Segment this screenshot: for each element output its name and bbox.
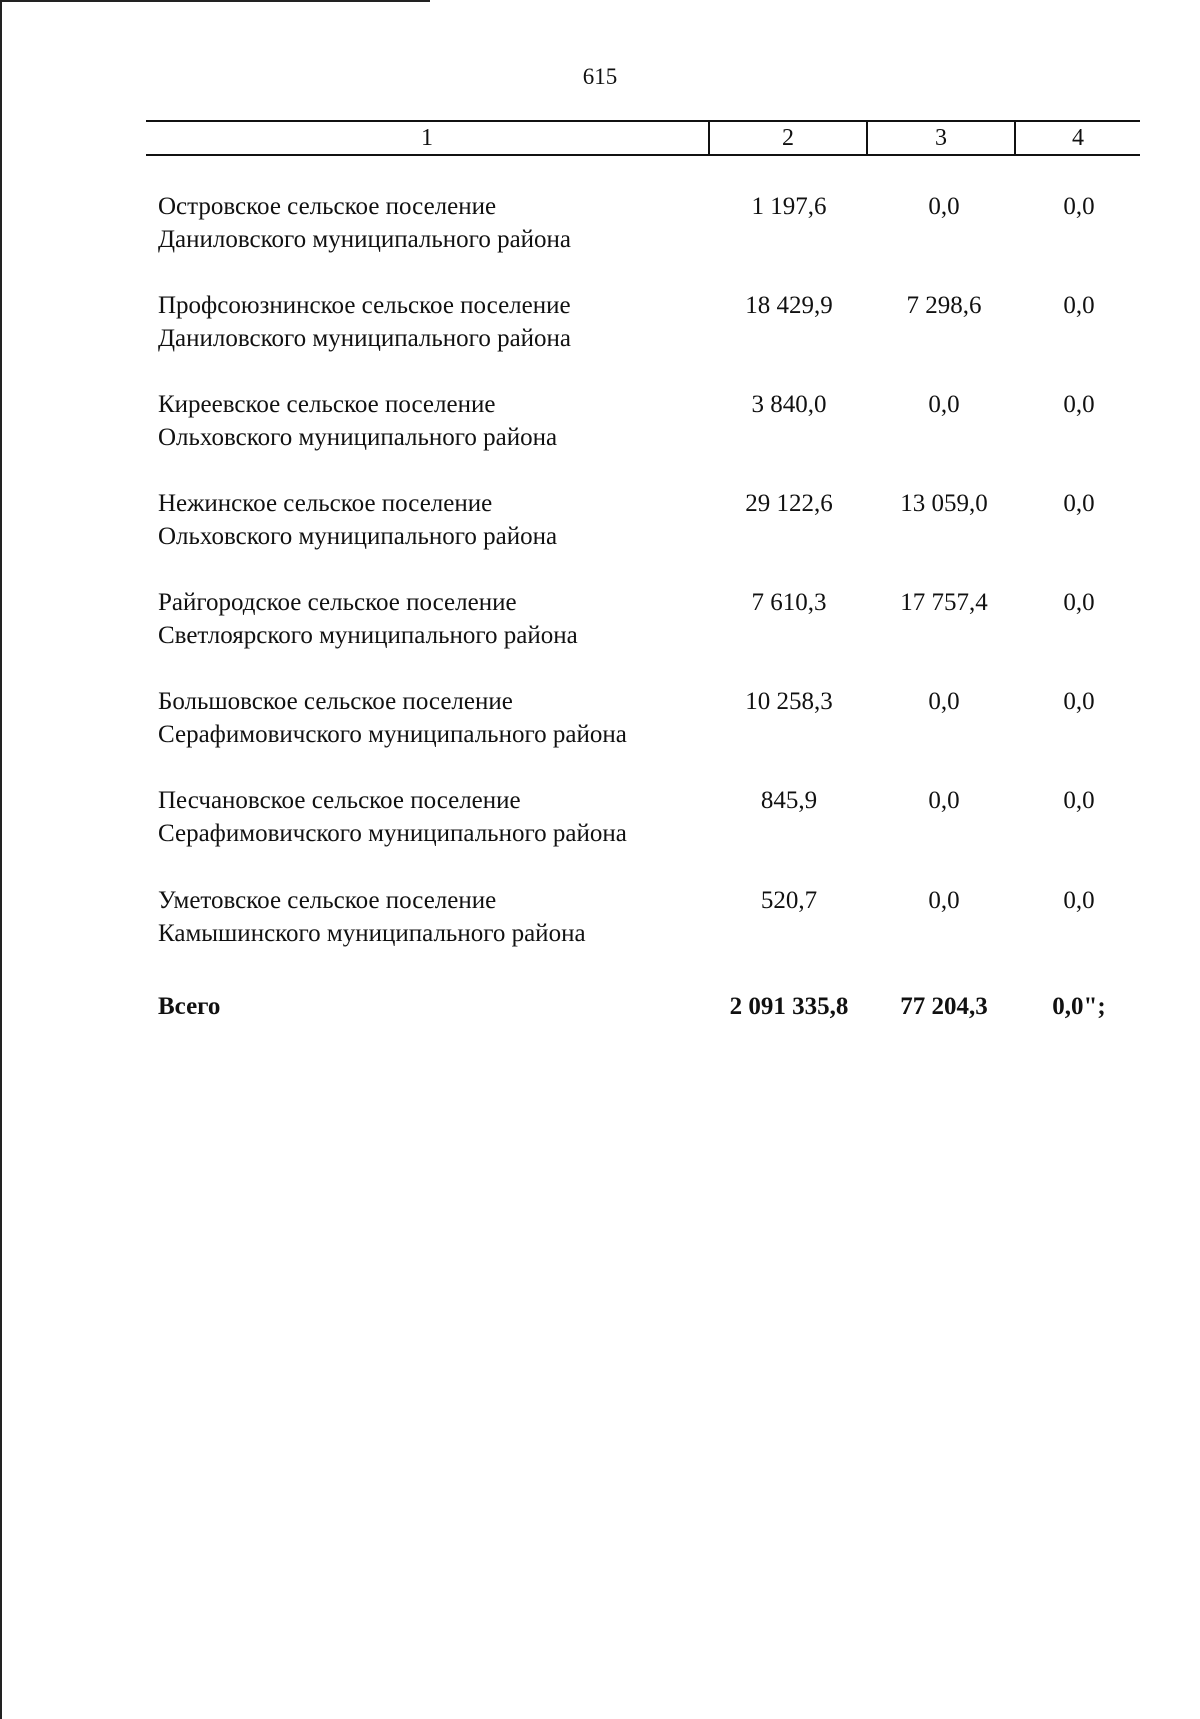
value-col-4: 0,0 [1063, 589, 1095, 616]
value-col-2: 1 197,6 [751, 193, 827, 220]
settlement-name-line-1: Островское сельское поселение [158, 193, 497, 220]
scan-edge-top [0, 0, 430, 2]
settlement-name [158, 487, 718, 553]
table-header [146, 120, 1140, 156]
value-col-3: 0,0 [928, 887, 960, 914]
value-col-3: 0,0 [928, 787, 960, 814]
total-col-3: 77 204,3 [900, 993, 988, 1020]
settlement-name-line-1: Песчановское сельское поселение [158, 787, 521, 814]
settlement-name [158, 784, 718, 850]
settlement-name-line-1: Уметовское сельское поселение [158, 887, 497, 914]
total-label [158, 990, 718, 1023]
column-header-2: 2 [708, 122, 866, 156]
settlement-name [158, 685, 718, 751]
value-col-2: 520,7 [760, 887, 818, 914]
settlement-name-line-2: Даниловского муниципального района [158, 325, 572, 352]
settlement-name-line-2: Ольховского муниципального района [158, 424, 558, 451]
settlement-name-line-1: Большовское сельское поселение [158, 688, 513, 715]
settlement-name [158, 586, 718, 652]
settlement-name-line-2: Серафимовичского муниципального района [158, 820, 627, 847]
table-row [0, 388, 1200, 468]
page-number: 615 [582, 64, 618, 89]
value-col-3: 0,0 [928, 193, 960, 220]
column-header-4: 4 [1014, 122, 1140, 156]
table-row [0, 884, 1200, 964]
value-col-3: 7 298,6 [906, 292, 982, 319]
table-row [0, 487, 1200, 567]
table-row [0, 784, 1200, 864]
settlement-name [158, 884, 718, 950]
settlement-name-line-2: Даниловского муниципального района [158, 226, 572, 253]
value-col-2: 18 429,9 [745, 292, 833, 319]
value-col-4: 0,0 [1063, 688, 1095, 715]
settlement-name-line-1: Нежинское сельское поселение [158, 490, 493, 517]
total-label-text: Всего [158, 993, 221, 1020]
total-row [0, 990, 1200, 1070]
value-col-4: 0,0 [1063, 391, 1095, 418]
total-col-4: 0,0"; [1052, 993, 1106, 1020]
table-row [0, 586, 1200, 666]
value-col-4: 0,0 [1063, 787, 1095, 814]
value-col-2: 29 122,6 [745, 490, 833, 517]
column-header-3: 3 [866, 122, 1014, 156]
settlement-name-line-1: Киреевское сельское поселение [158, 391, 496, 418]
settlement-name-line-2: Ольховского муниципального района [158, 523, 558, 550]
value-col-4: 0,0 [1063, 490, 1095, 517]
value-col-2: 7 610,3 [751, 589, 827, 616]
value-col-2: 10 258,3 [745, 688, 833, 715]
value-col-4: 0,0 [1063, 887, 1095, 914]
settlement-name-line-2: Светлоярского муниципального района [158, 622, 578, 649]
value-col-2: 845,9 [760, 787, 818, 814]
table-row [0, 685, 1200, 765]
settlement-name [158, 190, 718, 256]
table-row [0, 289, 1200, 369]
value-col-4: 0,0 [1063, 193, 1095, 220]
value-col-4: 0,0 [1063, 292, 1095, 319]
settlement-name-line-1: Профсоюзнинское сельское поселение [158, 292, 571, 319]
value-col-3: 13 059,0 [900, 490, 988, 517]
value-col-3: 17 757,4 [900, 589, 988, 616]
settlement-name-line-2: Камышинского муниципального района [158, 920, 586, 947]
value-col-2: 3 840,0 [751, 391, 827, 418]
total-col-2: 2 091 335,8 [729, 993, 849, 1020]
column-header-1: 1 [421, 125, 433, 151]
value-col-3: 0,0 [928, 391, 960, 418]
settlement-name-line-2: Серафимовичского муниципального района [158, 721, 627, 748]
value-col-3: 0,0 [928, 688, 960, 715]
settlement-name [158, 289, 718, 355]
table-row [0, 190, 1200, 270]
settlement-name-line-1: Райгородское сельское поселение [158, 589, 517, 616]
settlement-name [158, 388, 718, 454]
